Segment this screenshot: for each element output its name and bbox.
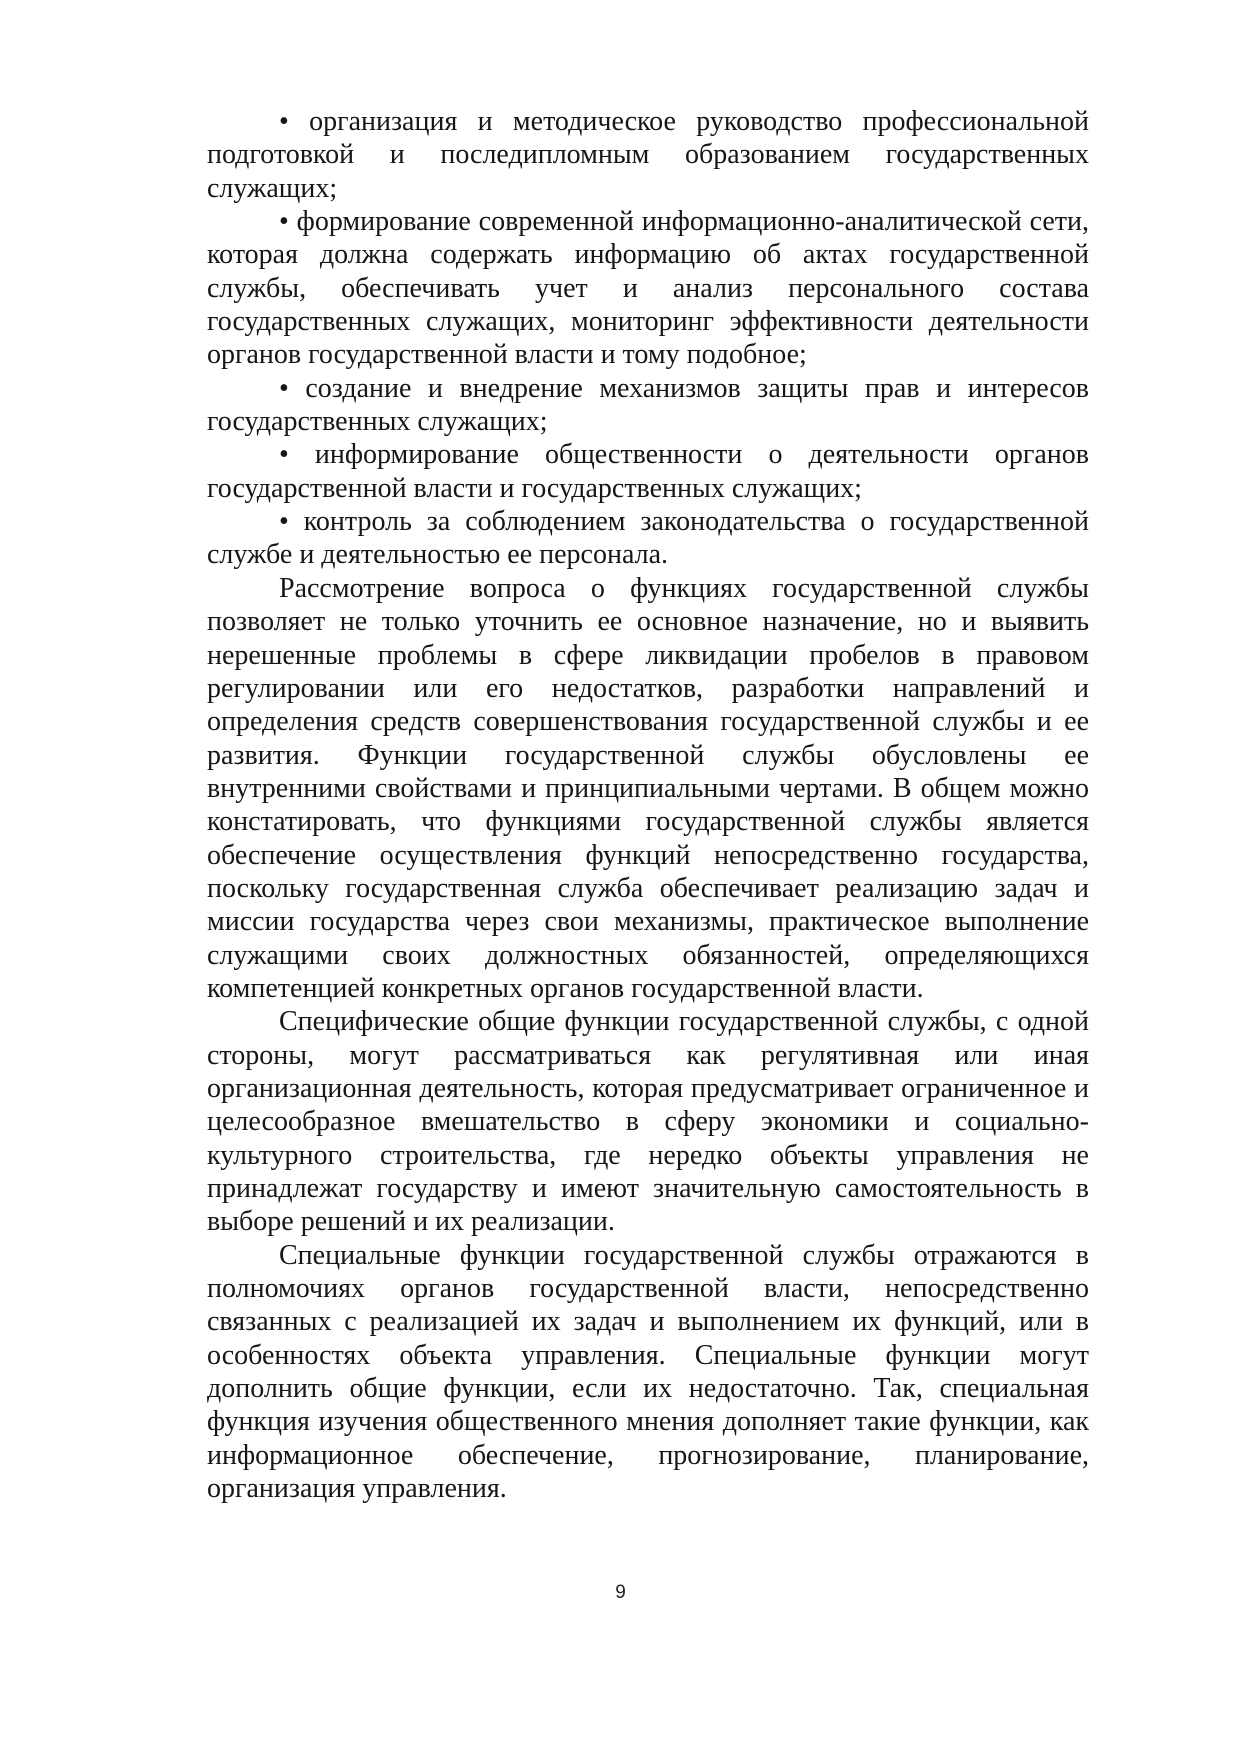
bullet-paragraph-information-network: • формирование современной информационно-аналитической сети, которая должна содержать информацию об актах государственной службы, обеспечивать учет и анализ персонального состава государственных служащих, мониторинг эффективности деятельности органов государственной власти и тому подобное;: [207, 206, 1089, 371]
bullet-paragraph-training: • организация и методическое руководство профессиональной подготовкой и последипломным образованием государственных служащих;: [207, 106, 1089, 204]
bullet-paragraph-public-informing: • информирование общественности о деятельности органов государственной власти и государственных служащих;: [207, 439, 1089, 504]
bullet-paragraph-rights-protection: • создание и внедрение механизмов защиты прав и интересов государственных служащих;: [207, 372, 1089, 438]
body-paragraph-functions-review: Рассмотрение вопроса о функциях государственной службы позволяет не только уточнить ее основное назначение, но и выявить нерешенные проблемы в сфере ликвидации пробелов в правовом регулировании или его недостатков, разработки направлений и определения средств совершенствования государственной службы и ее развития. Функции государственной службы обусловлены ее внутренними свойствами и принципиальными чертами. В общем можно констатировать, что функциями государственной службы является обеспечение осуществления функций непосредственно государства, поскольку государственная служба обеспечивает реализацию задач и миссии государства через свои механизмы, практическое выполнение служащими своих должностных обязанностей, определяющихся компетенцией конкретных органов государственной власти.: [207, 572, 1089, 1004]
bullet-paragraph-legislation-control: • контроль за соблюдением законодательства о государственной службе и деятельностью ее персонала.: [207, 506, 1089, 571]
body-paragraph-specific-functions: Специфические общие функции государственной службы, с одной стороны, могут рассматриваться как регулятивная или иная организационная деятельность, которая предусматривает ограниченное и целесообразное вмешательство в сферу экономики и социально-культурного строительства, где нередко объекты управления не принадлежат государству и имеют значительную самостоятельность в выборе решений и их реализации.: [207, 1006, 1089, 1238]
body-paragraph-special-functions: Специальные функции государственной службы отражаются в полномочиях органов государственной власти, непосредственно связанных с реализацией их задач и выполнением их функций, или в особенностях объекта управления. Специальные функции могут дополнить общие функции, если их недостаточно. Так, специальная функция изучения общественного мнения дополняет такие функции, как информационное обеспечение, прогнозирование, планирование, организация управления.: [207, 1239, 1089, 1505]
document-page: [207, 105, 1089, 1505]
page-number: 9: [615, 1582, 626, 1603]
